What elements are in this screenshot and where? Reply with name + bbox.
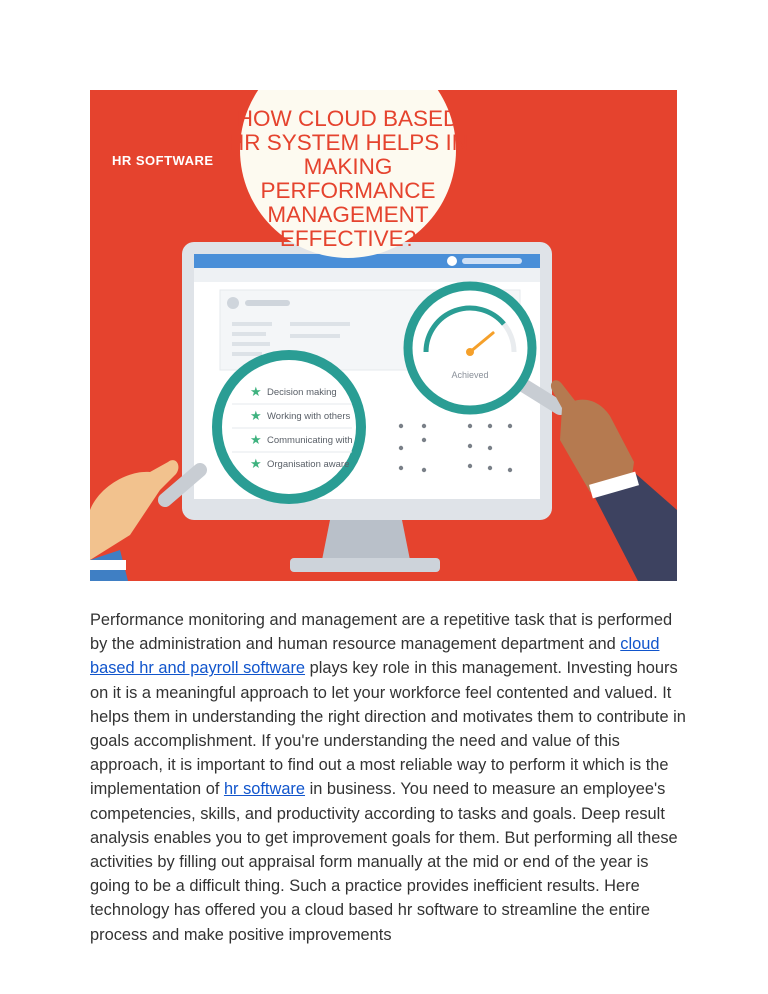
article-text: plays key role in this management. Investing hours on it is a meaningful approach to let your workforce feel contented and valued. It helps them in understanding the right direction and motivates them to contribute in goals accomplishment. If you're understanding the need and value of this approach, it is important to find out a most reliable way to perform it which is the implementation of: [90, 659, 686, 799]
screen-bar-search: [462, 258, 522, 264]
monitor-base: [290, 558, 440, 572]
monitor-neck: [322, 520, 410, 560]
title-line: HOW CLOUD BASED: [236, 106, 460, 131]
checklist-item: Working with others: [267, 411, 351, 422]
checklist-item: Decision making: [267, 387, 337, 398]
title-line: MANAGEMENT: [267, 202, 429, 227]
star-icon: ★: [250, 432, 262, 447]
checklist-item: Organisation aware: [267, 459, 350, 470]
hero-tag: HR SOFTWARE: [112, 153, 214, 168]
checklist-magnifier: [217, 355, 361, 499]
hero-illustration: [90, 90, 677, 581]
gauge-hub: [466, 348, 474, 356]
screen-bar-dot-icon: [447, 256, 457, 266]
star-icon: ★: [250, 384, 262, 399]
article-text: Performance monitoring and management are a repetitive task that is performed by the administration and human resource management department and: [90, 611, 673, 654]
star-icon: ★: [250, 456, 262, 471]
hero-svg: [90, 90, 677, 581]
title-line: EFFECTIVE?: [279, 226, 417, 251]
cloud-hr-payroll-link[interactable]: cloud based hr and payroll software: [90, 635, 660, 678]
title-line: HR SYSTEM HELPS IN: [227, 130, 469, 155]
title-line: PERFORMANCE: [260, 178, 436, 203]
title-line: MAKING: [303, 154, 393, 179]
left-cuff: [90, 560, 126, 570]
article-paragraph: [90, 608, 690, 947]
gauge-label: Achieved: [451, 370, 489, 380]
star-icon: ★: [250, 408, 262, 423]
screen-toolbar: [194, 268, 540, 282]
hr-software-link[interactable]: hr software: [223, 780, 306, 799]
article-text: in business. You need to measure an employee's competencies, skills, and productivity according to tasks and goals. Deep result analysis enables you to get improvement goals for them. But performing all these activities by filling out appraisal form manually at the mid or end of the year is going to be a difficult thing. Such a practice provides inefficient results. Here technology has offered you a cloud based hr software to streamline the entire process and make positive improvements: [90, 780, 678, 944]
profile-avatar-icon: [227, 297, 239, 309]
checklist-item: Communicating with: [267, 435, 353, 446]
